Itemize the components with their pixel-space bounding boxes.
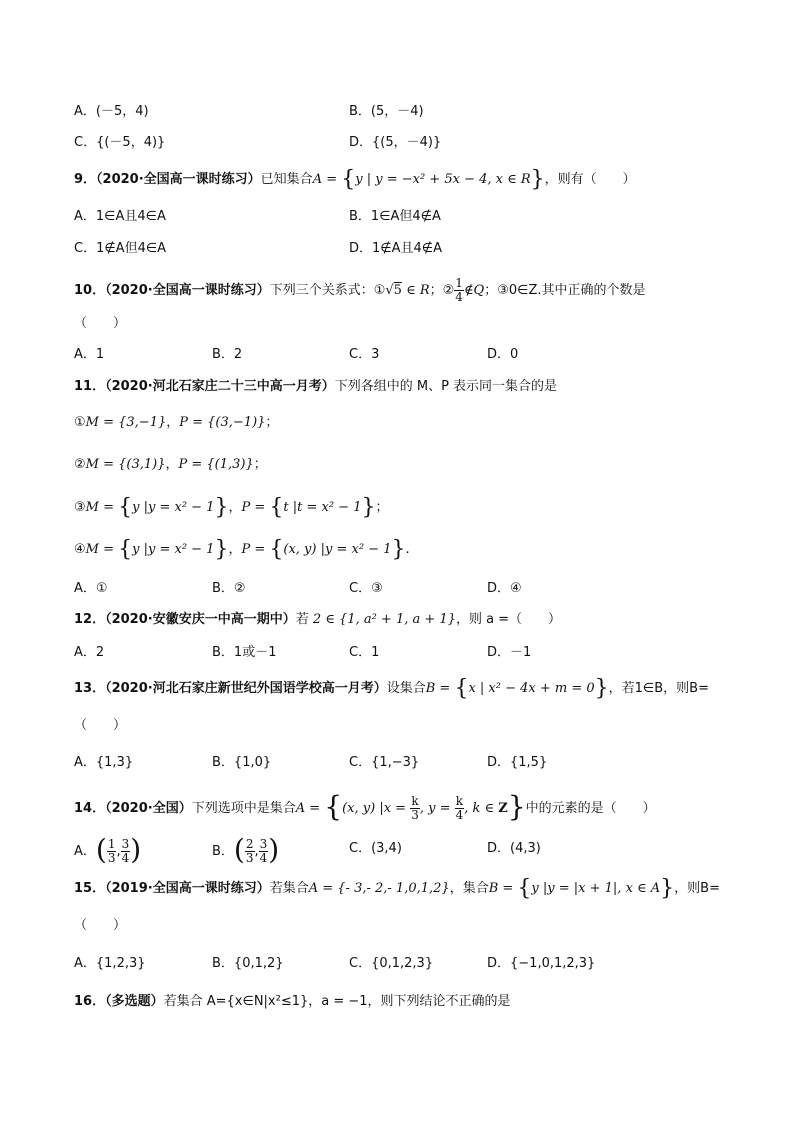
option-c: C．{0,1,2,3} bbox=[349, 956, 434, 971]
question-10 bbox=[74, 277, 646, 304]
option-b: B．(5，－4) bbox=[349, 104, 424, 119]
item-1: ①M = {3,−1}，P = {(3,−1)}； bbox=[74, 415, 279, 430]
option-c: C．(3,4) bbox=[349, 841, 402, 856]
option-a: A．{1,3} bbox=[74, 755, 134, 770]
question-number: 9． bbox=[74, 172, 97, 187]
option-a: A．① bbox=[74, 581, 108, 596]
option-d: D．－1 bbox=[487, 645, 532, 660]
question-source: （2020·河北石家庄新世纪外国语学校高一月考） bbox=[105, 681, 387, 696]
question-source: （2020·河北石家庄二十三中高一月考） bbox=[105, 379, 335, 394]
option-d: D．{−1,0,1,2,3} bbox=[487, 956, 596, 971]
relation-1: √5 ∈ R bbox=[385, 283, 430, 298]
question-text-mid: ；② bbox=[429, 283, 455, 298]
set-formula: B = {x | x² − 4x + m = 0} bbox=[425, 676, 609, 701]
set-a-formula: A = {- 3,- 2,- 1,0,1,2} bbox=[308, 881, 450, 896]
option-b: B．1∈A但4∉A bbox=[349, 209, 441, 224]
question-source: （多选题） bbox=[105, 994, 164, 1009]
option-d: D．1∉A且4∉A bbox=[349, 241, 442, 256]
question-text: 若集合 bbox=[269, 881, 309, 896]
question-text: 下列选项中是集合 bbox=[191, 801, 296, 816]
option-d: D．{(5，－4)} bbox=[349, 135, 442, 150]
question-number: 16． bbox=[74, 994, 106, 1009]
question-text-end: 中的元素的是（ ） bbox=[525, 801, 656, 816]
question-15 bbox=[74, 876, 720, 901]
question-13 bbox=[74, 676, 709, 701]
question-source: （2020·全国高一课时练习） bbox=[96, 172, 261, 187]
question-source: （2019·全国高一课时练习） bbox=[105, 881, 270, 896]
question-text: 已知集合 bbox=[260, 172, 313, 187]
question-text-end: ，则 a =（ ） bbox=[455, 612, 562, 627]
question-text: 若集合 A={x∈N|x²≤1}，a = −1，则下列结论不正确的是 bbox=[163, 994, 511, 1009]
option-d: D．{1,5} bbox=[487, 755, 548, 770]
option-c: C．1∉A但4∈A bbox=[74, 241, 167, 256]
question-text-end: ，则B= bbox=[674, 881, 720, 896]
set-formula: A = {y | y = −x² + 5x − 4, x ∈ R} bbox=[312, 167, 545, 192]
option-a: A．2 bbox=[74, 645, 105, 660]
option-c: C．3 bbox=[349, 347, 380, 362]
option-a: A．{1,2,3} bbox=[74, 956, 146, 971]
item-4: ④M = {y |y = x² − 1}，P = {(x, y) |y = x² − 1}. bbox=[74, 537, 410, 562]
question-source: （2020·全国） bbox=[105, 801, 192, 816]
question-source: （2020·安徽安庆一中高一期中） bbox=[105, 612, 296, 627]
option-b: B．② bbox=[212, 581, 246, 596]
question-text: 设集合 bbox=[386, 681, 426, 696]
option-c: C．1 bbox=[349, 645, 380, 660]
question-source: （2020·全国高一课时练习） bbox=[105, 283, 270, 298]
question-number: 14． bbox=[74, 801, 106, 816]
option-a: A．1∈A且4∈A bbox=[74, 209, 166, 224]
question-16 bbox=[74, 993, 511, 1011]
item-2: ②M = {(3,1)}，P = {(1,3)}； bbox=[74, 457, 267, 472]
set-b-formula: B = {y |y = |x + 1|, x ∈ A} bbox=[488, 876, 675, 901]
option-c: C．{(－5，4)} bbox=[74, 135, 166, 150]
answer-paren: （ ） bbox=[74, 718, 127, 733]
question-number: 11． bbox=[74, 379, 106, 394]
option-b: B．( $\frac{2}{3}$ , $\frac{3}{4}$ ) bbox=[212, 833, 280, 866]
item-3: ③M = {y |y = x² − 1}，P = {t |t = x² − 1}； bbox=[74, 495, 389, 520]
question-text-end: ，则有（ ） bbox=[544, 172, 636, 187]
option-b: B．2 bbox=[212, 347, 243, 362]
question-14 bbox=[74, 790, 656, 823]
option-d: D．(4,3) bbox=[487, 841, 541, 856]
question-text-mid: ，集合 bbox=[449, 881, 489, 896]
relation-2: ∉Q bbox=[463, 283, 485, 298]
set-formula: A = {(x, y) |x = $\frac{k}{3}$ , y = $\frac{k}{4}$ , k ∈ Z} bbox=[295, 790, 526, 823]
question-text: 下列各组中的 M、P 表示同一集合的是 bbox=[334, 379, 558, 394]
option-d: D．④ bbox=[487, 581, 522, 596]
answer-paren: （ ） bbox=[74, 316, 127, 331]
question-number: 12． bbox=[74, 612, 106, 627]
option-b-label: B． bbox=[212, 844, 234, 859]
option-a: A．(－5，4) bbox=[74, 104, 149, 119]
option-b: B．{1,0} bbox=[212, 755, 272, 770]
question-text: 下列三个关系式：① bbox=[269, 283, 386, 298]
answer-paren: （ ） bbox=[74, 918, 127, 933]
option-c: C．{1,−3} bbox=[349, 755, 420, 770]
question-number: 10． bbox=[74, 283, 106, 298]
option-a: A．( $\frac{1}{3}$ , $\frac{3}{4}$ ) bbox=[74, 833, 142, 866]
question-number: 15． bbox=[74, 881, 106, 896]
question-12 bbox=[74, 611, 561, 629]
option-b: B．{0,1,2} bbox=[212, 956, 284, 971]
question-text: 若 bbox=[295, 612, 309, 627]
fraction-one-quarter: $\frac{1}{4}$ bbox=[455, 276, 463, 304]
option-c: C．③ bbox=[349, 581, 383, 596]
question-9 bbox=[74, 167, 636, 192]
question-number: 13． bbox=[74, 681, 106, 696]
question-11 bbox=[74, 378, 557, 396]
question-text-end: ，若1∈B，则B= bbox=[608, 681, 709, 696]
option-a: A．1 bbox=[74, 347, 105, 362]
option-d: D．0 bbox=[487, 347, 519, 362]
membership-formula: 2 ∈ {1, a² + 1, a + 1} bbox=[308, 612, 456, 627]
option-b: B．1或－1 bbox=[212, 645, 277, 660]
option-a-label: A． bbox=[74, 844, 96, 859]
question-text-end: ；③0∈Z.其中正确的个数是 bbox=[484, 283, 646, 298]
